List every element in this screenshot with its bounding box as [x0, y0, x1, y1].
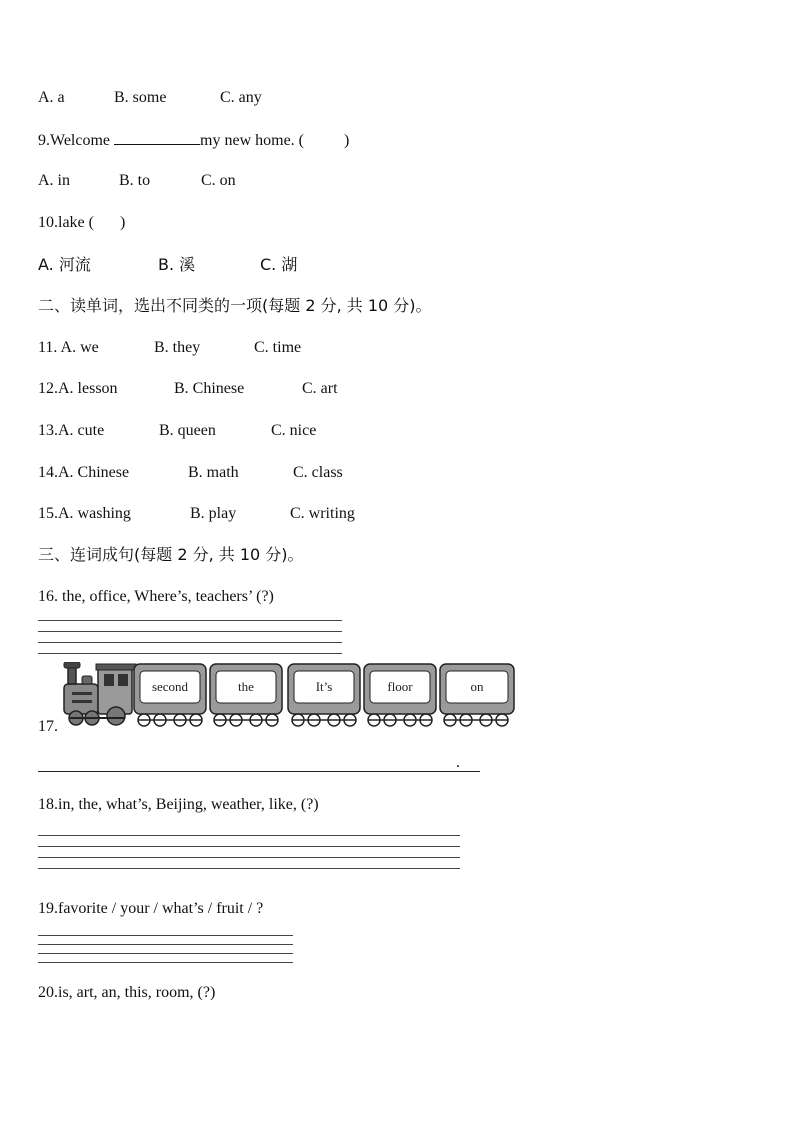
q17-number: 17.: [38, 718, 58, 735]
q14-option-c[interactable]: C. class: [293, 464, 343, 481]
question-10: [38, 213, 125, 233]
q12-option-c[interactable]: C. art: [302, 380, 338, 397]
q16-answer-lines[interactable]: [38, 620, 342, 664]
q12-option-a[interactable]: 12.A. lesson: [38, 380, 118, 397]
q9-suffix: my new home. (: [200, 132, 304, 149]
q11-option-c[interactable]: C. time: [254, 339, 302, 356]
train-word-2: the: [238, 679, 254, 694]
q12-option-b[interactable]: B. Chinese: [174, 380, 245, 397]
section-3-heading: 三、连词成句(每题 2 分, 共 10 分)。: [38, 545, 304, 564]
q14-option-a[interactable]: 14.A. Chinese: [38, 464, 130, 481]
q13-option-b[interactable]: B. queen: [159, 422, 216, 439]
section-2-heading: 二、读单词，选出不同类的一项(每题 2 分, 共 10 分)。: [38, 296, 432, 315]
q14-option-b[interactable]: B. math: [188, 464, 239, 481]
q10-option-c[interactable]: C. 湖: [260, 255, 298, 274]
train-word-3: It’s: [315, 679, 333, 694]
train-car-2: [210, 664, 282, 726]
q11-option-a[interactable]: 11. A. we: [38, 339, 99, 356]
q9-option-b[interactable]: B. to: [119, 172, 151, 189]
q9-close-paren: ): [344, 132, 350, 149]
q9-options: [38, 171, 236, 191]
q15-option-b[interactable]: B. play: [190, 505, 237, 522]
q9-option-a[interactable]: A. in: [38, 172, 70, 189]
question-9: [38, 130, 349, 151]
q11-option-b[interactable]: B. they: [154, 339, 201, 356]
question-14: [38, 463, 343, 483]
q8-option-b[interactable]: B. some: [114, 89, 167, 106]
q15-option-c[interactable]: C. writing: [290, 505, 355, 522]
q13-option-a[interactable]: 13.A. cute: [38, 422, 105, 439]
train-car-5: [440, 664, 514, 726]
train-word-1: second: [151, 679, 189, 694]
question-16: 16. the, office, Where’s, teachers’ (?): [38, 588, 274, 605]
question-13: [38, 421, 316, 441]
train-car-3: [288, 664, 360, 726]
locomotive-icon: [64, 662, 136, 725]
q8-option-c[interactable]: C. any: [220, 89, 262, 106]
q8-option-a[interactable]: A. a: [38, 89, 65, 106]
question-18: 18.in, the, what’s, Beijing, weather, like, (?): [38, 796, 319, 813]
q15-option-a[interactable]: 15.A. washing: [38, 505, 131, 522]
train-car-4: [364, 664, 436, 726]
q10-options: [38, 255, 297, 275]
train-word-5: on: [470, 679, 484, 694]
q17-answer-line[interactable]: [38, 771, 480, 772]
q8-options: [38, 88, 262, 108]
q10-option-a[interactable]: A. 河流: [38, 255, 91, 274]
question-20: 20.is, art, an, this, room, (?): [38, 984, 216, 1001]
q17-train-illustration: [60, 662, 520, 728]
q17-period: .: [456, 754, 460, 771]
train-car-1: [134, 664, 206, 726]
question-12: [38, 379, 338, 399]
q18-answer-lines[interactable]: [38, 835, 460, 879]
q9-prefix: 9.Welcome: [38, 132, 115, 149]
train-word-4: floor: [387, 679, 413, 694]
question-11: [38, 338, 301, 358]
q9-option-c[interactable]: C. on: [201, 172, 236, 189]
question-15: [38, 504, 355, 524]
q9-blank[interactable]: [114, 130, 200, 145]
question-19: 19.favorite / your / what’s / fruit / ?: [38, 900, 264, 917]
q10-option-b[interactable]: B. 溪: [158, 255, 196, 274]
q10-close-paren: ): [119, 214, 126, 231]
q19-answer-lines[interactable]: [38, 935, 293, 971]
q13-option-c[interactable]: C. nice: [271, 422, 317, 439]
q10-text: 10.lake (: [38, 214, 94, 231]
